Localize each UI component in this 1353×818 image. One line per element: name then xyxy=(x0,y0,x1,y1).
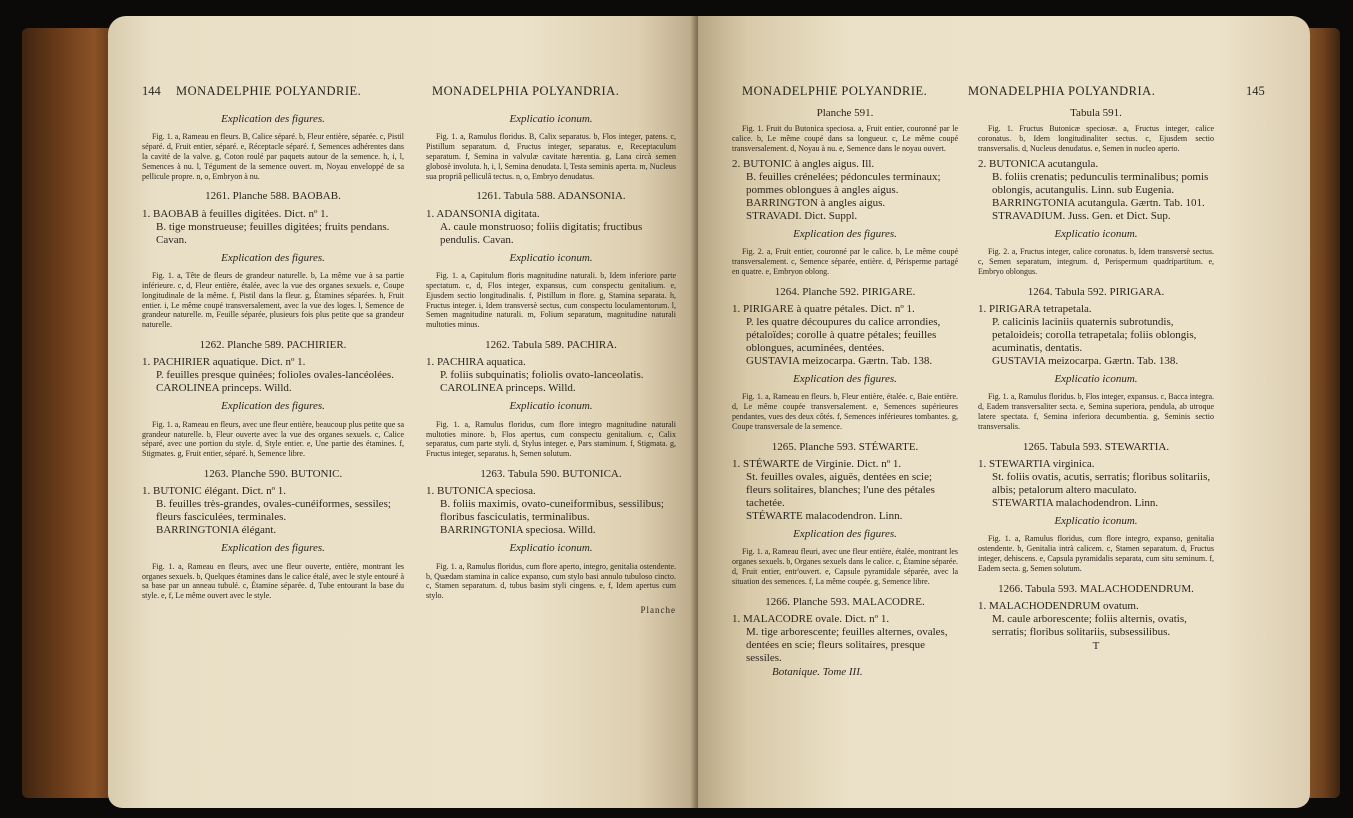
figure-caption: Fig. 1. a, Capitulum floris magnitudine naturali. b, Idem inferiore parte spectatum. c, d, Flos integer, expansus, cum conspectu genitalium. e, Ejusdem sectio longitudinalis. f, Pistillum in flore. g, Stamina separata. h, Fructus integer. i, Idem transversè sectus, cum conspectu loculamentorum. l, Semen magnitudine naturali. m, Folium separatum, magnitudine naturali multoties minus. xyxy=(426,271,676,330)
entry-description: M. caule arborescente; foliis alternis, ovatis, serratis; floribus solitariis, subsessilibus. xyxy=(992,613,1187,638)
figure-caption: Fig. 1. Fruit du Butonica speciosa. a, Fruit entier, couronné par le calice. b, Le même coupé dans sa longueur. c, Le même coupé transversalement. d, Noyau à nu. e, Semence dans le noyau ouvert. xyxy=(732,124,958,153)
species-entry xyxy=(426,485,676,537)
entry-title: 1. ADANSONIA digitata. xyxy=(426,207,540,220)
entry-title: 1. BUTONICA speciosa. xyxy=(426,485,536,498)
entry-description: P. foliis subquinatis; foliolis ovato-lanceolatis. xyxy=(440,369,644,382)
species-entry xyxy=(732,158,958,223)
entry-description: P. feuilles presque quinées; folioles ovales-lancéolées. xyxy=(156,369,394,382)
running-head-french: MONADELPHIE POLYANDRIE. xyxy=(176,84,362,98)
section-heading: 1264. Planche 592. PIRIGARE. xyxy=(774,285,916,298)
entry-description: P. les quatre découpures du calice arrondies, pétaloïdes; corolle à quatre pétales; feuilles oblongues, acuminées, dentées. xyxy=(746,316,941,354)
explanation-title: Explicatio iconum. xyxy=(509,113,593,125)
figure-caption: Fig. 1. a, Rameau en fleurs. b, Fleur entière, étalée. c, Baie entière. d, Le même coupée transversalement. e, Semences supérieures pendantes, vues des deux côtés. f, Semences inférieures tombantes. g, Coupe transversale de la semence. xyxy=(732,392,958,431)
section-heading: 1265. Tabula 593. STEWARTIA. xyxy=(1022,440,1170,453)
section-heading: 1263. Planche 590. BUTONIC. xyxy=(203,467,343,480)
species-entry xyxy=(732,303,958,368)
explanation-title: Explicatio iconum. xyxy=(1054,515,1138,527)
entry-title: 2. BUTONIC à angles aigus. Ill. xyxy=(732,157,875,170)
entry-synonym: GUSTAVIA meizocarpa. Gærtn. Tab. 138. xyxy=(992,355,1179,367)
species-entry xyxy=(978,600,1214,639)
figure-caption: Fig. 1. a, Ramulus floridus, cum flore integro magnitudine naturali multoties minore. b, Flos apertus, cum conspectu genitalium. c, Calix separatus, cum parte styli. d, Stylus integer. e, Pars staminum. f, Stigmata. g, Fructus integer, separatus. h, Semen solutum. xyxy=(426,419,676,459)
explanation-title: Explicatio iconum. xyxy=(509,251,593,264)
figure-caption: Fig. 1. a, Ramulus floridus, cum flore aperto, integro, genitalia ostendente. b, Quædam stamina in calice expanso, cum stylo basi annulo tubuloso cincto. c, Stamen separatum. d, tubus basim styli cingens. e, f, Idem apertus cum stylo. xyxy=(426,561,676,601)
species-entry xyxy=(732,613,958,665)
figure-caption: Fig. 1. a, Rameau en fleurs, avec une fleur ouverte, entière, montrant les organes sexuels. b, Quelques étamines dans le calice étalé, avec le style entouré à sa base par un anneau tubulé. c, Étamine séparée. d, Tube entourant la base du style. e, f, Le même ouvert avec le style. xyxy=(142,561,404,601)
entry-title: 1. STÉWARTE de Virginie. Dict. nº 1. xyxy=(732,458,902,470)
figure-caption: Fig. 2. a, Fruit entier, couronné par le calice. b, Le même coupé transversalement. c, Semence séparée, entière. d, Périsperme partagé en quatre. e, Embryon oblong. xyxy=(732,247,958,276)
explanation-title: Explicatio iconum. xyxy=(509,542,593,555)
latin-column xyxy=(426,108,676,615)
entry-title: 1. PIRIGARA tetrapetala. xyxy=(978,303,1092,315)
species-entry xyxy=(978,303,1214,368)
entry-synonym: STRAVADIUM. Juss. Gen. et Dict. Sup. xyxy=(992,209,1171,222)
section-heading: 1266. Planche 593. MALACODRE. xyxy=(765,595,925,608)
explanation-title: Explicatio iconum. xyxy=(1054,373,1138,385)
entry-title: 1. STEWARTIA virginica. xyxy=(978,458,1095,470)
section-heading: 1262. Planche 589. PACHIRIER. xyxy=(199,338,347,351)
section-heading: 1261. Tabula 588. ADANSONIA. xyxy=(476,190,626,203)
entry-title: 1. BUTONIC élégant. Dict. nº 1. xyxy=(142,485,287,498)
explanation-title: Explication des figures. xyxy=(221,251,325,264)
explanation-title: Explicatio iconum. xyxy=(1054,227,1138,240)
species-entry xyxy=(142,208,404,247)
open-book xyxy=(22,10,1340,810)
section-heading: 1265. Planche 593. STÉWARTE. xyxy=(771,440,919,453)
entry-description: B. feuilles très-grandes, ovales-cunéiformes, sessiles; fleurs fasciculées, terminales. xyxy=(156,498,391,524)
figure-caption: Fig. 1. a, Ramulus floridus. b, Flos integer, expansus. c, Bacca integra. d, Eadem transversaliter secta. e, Semina superiora, pendula, ab utroque latere spectata. f, Semina inferiora decumbentia. g, Seminis sectio transversalis. xyxy=(978,392,1214,431)
entry-synonym: CAROLINEA princeps. Willd. xyxy=(440,382,576,395)
page-number: 144 xyxy=(142,84,161,98)
figure-caption: Fig. 1. a, Rameau en fleurs, avec une fleur entière, beaucoup plus petite que sa grandeur naturelle. b, Fleur ouverte avec la vue des organes sexuels. c, Calice séparé, avec une portion du style. d, Style entier. e, Une partie des étamines. f, Stigmates. g, Fruit entier, séparé. h, Semence libre. xyxy=(142,419,404,459)
plate-heading: Planche 591. xyxy=(816,107,874,119)
entry-title: 1. MALACODRE ovale. Dict. nº 1. xyxy=(732,613,890,625)
entry-synonym: BARRINGTONIA acutangula. Gærtn. Tab. 101. xyxy=(992,196,1205,209)
figure-caption: Fig. 1. a, Rameau fleuri, avec une fleur entière, étalée, montrant les organes sexuels. b, Organes sexuels dans le calice. c, Étamine séparée. d, Fruit entier, entr'ouvert. e, Capsule pyramidale séparée, avec la situation des semences. f, La même coupée. g, Semence libre. xyxy=(732,547,958,586)
entry-description: B. foliis crenatis; pedunculis terminalibus; pomis oblongis, acutangulis. Linn. sub Eugenia. xyxy=(992,170,1209,196)
entry-title: 1. PACHIRA aquatica. xyxy=(426,356,526,369)
species-entry xyxy=(426,208,676,247)
left-page xyxy=(108,16,698,808)
entry-title: 1. PIRIGARE à quatre pétales. Dict. nº 1. xyxy=(732,303,915,315)
running-head-french: MONADELPHIE POLYANDRIE. xyxy=(742,84,928,98)
section-heading: 1261. Planche 588. BAOBAB. xyxy=(205,190,341,203)
species-entry xyxy=(426,356,676,395)
page-number: 145 xyxy=(1246,84,1265,98)
running-head-latin: MONADELPHIA POLYANDRIA. xyxy=(968,84,1156,98)
entry-description: St. feuilles ovales, aiguës, dentées en scie; fleurs solitaires, blanches; l'une des pétales tachetée. xyxy=(746,471,935,509)
explanation-title: Explication des figures. xyxy=(793,528,897,540)
explanation-title: Explication des figures. xyxy=(793,227,897,240)
species-entry xyxy=(978,158,1214,223)
figure-caption: Fig. 1. a, Tête de fleurs de grandeur naturelle. b, La même vue à sa partie inférieure. c, d, Fleur entière, étalée, avec la vue des organes sexuels. e, Coupe longitudinale de la même. f, Pistil dans la fleur. g, Étamines séparées. h, Fruit entier. i, Le même coupé transversalement, avec la vue des loges. l, Semence de grandeur naturelle. m, Feuille séparée, plusieurs fois plus petite que sa grandeur naturelle. xyxy=(142,271,404,330)
entry-description: B. feuilles crénelées; pédoncules terminaux; pommes oblongues à angles aigus. xyxy=(746,170,941,196)
section-heading: 1262. Tabula 589. PACHIRA. xyxy=(485,338,617,351)
entry-description: B. tige monstrueuse; feuilles digitées; fruits pendans. Cavan. xyxy=(156,220,390,246)
entry-synonym: BARRINGTONIA élégant. xyxy=(156,524,277,537)
explanation-title: Explication des figures. xyxy=(221,542,325,555)
plate-heading: Tabula 591. xyxy=(1070,107,1122,119)
entry-synonym: STÉWARTE malacodendron. Linn. xyxy=(746,510,903,522)
running-head-latin: MONADELPHIA POLYANDRIA. xyxy=(432,84,620,98)
entry-description: B. foliis maximis, ovato-cuneiformibus, sessilibus; floribus fasciculatis, terminalibus. xyxy=(440,498,664,524)
explanation-title: Explication des figures. xyxy=(793,373,897,385)
figure-caption: Fig. 1. a, Ramulus floridus. B, Calix separatus. b, Flos integer, patens. c, Pistillum separatum. d, Fructus integer, separatus. e, Receptaculum separatum. f, Semina in valvulæ cavitate hærentia. g, Lana circà semen globosè involuta. h, i, l, Semina denudata. l, Testa seminis aperta. m, Nucleus sua propriâ pelliculâ tectus. n, o, Embryo denudatus. xyxy=(426,132,676,181)
entry-title: 2. BUTONICA acutangula. xyxy=(978,157,1099,170)
explanation-title: Explication des figures. xyxy=(221,400,325,413)
entry-title: 1. PACHIRIER aquatique. Dict. nº 1. xyxy=(142,356,306,369)
latin-column xyxy=(978,108,1214,651)
species-entry xyxy=(732,458,958,523)
french-column xyxy=(142,108,404,605)
entry-description: A. caule monstruoso; foliis digitatis; fructibus pendulis. Cavan. xyxy=(440,220,643,246)
entry-synonym: STEWARTIA malachodendron. Linn. xyxy=(992,497,1159,509)
catchword: Planche xyxy=(640,604,676,615)
entry-synonym: CAROLINEA princeps. Willd. xyxy=(156,382,292,395)
section-heading: 1264. Tabula 592. PIRIGARA. xyxy=(1027,285,1165,298)
entry-synonym: STRAVADI. Dict. Suppl. xyxy=(746,209,858,222)
entry-synonym: GUSTAVIA meizocarpa. Gærtn. Tab. 138. xyxy=(746,355,933,367)
entry-synonym: BARRINGTON à angles aigus. xyxy=(746,196,886,209)
entry-title: 1. MALACHODENDRUM ovatum. xyxy=(978,600,1139,612)
section-heading: 1266. Tabula 593. MALACHODENDRUM. xyxy=(998,582,1194,595)
species-entry xyxy=(978,458,1214,510)
entry-description: M. tige arborescente; feuilles alternes, ovales, dentées en scie; fleurs solitaires, presque sessiles. xyxy=(746,626,948,664)
french-column xyxy=(732,108,958,677)
entry-synonym: BARRINGTONIA speciosa. Willd. xyxy=(440,524,596,537)
species-entry xyxy=(142,485,404,537)
entry-description: P. calicinis laciniis quaternis subrotundis, petaloideis; corolla tetrapetala; foliis oblongis, acuminatis, dentatis. xyxy=(992,316,1197,354)
figure-caption: Fig. 2. a, Fructus integer, calice coronatus. b, Idem transversè sectus. c, Semen separatum, integrum. d, Perispermum quadripartitum. e, Embryo oblongus. xyxy=(978,247,1214,276)
explanation-title: Explication des figures. xyxy=(221,113,325,125)
section-heading: 1263. Tabula 590. BUTONICA. xyxy=(480,467,622,480)
signature-mark: T xyxy=(1092,640,1100,652)
book-cover-left xyxy=(22,28,118,798)
explanation-title: Explicatio iconum. xyxy=(509,400,593,413)
figure-caption: Fig. 1. Fructus Butonicæ speciosæ. a, Fructus integer, calice coronatus. b, Idem longitudinaliter sectus. c, Ejusdem sectio transversalis. d, Nucleus denudatus. e, Semen in nucleo aperto. xyxy=(978,124,1214,153)
entry-title: 1. BAOBAB à feuilles digitées. Dict. nº 1. xyxy=(142,207,329,220)
species-entry xyxy=(142,356,404,395)
figure-caption: Fig. 1. a, Ramulus floridus, cum flore integro, expanso, genitalia ostendente. b, Genitalia intrà calicem. c, Stamen separatum. d, Fructus integer, dehiscens. e, Capsula pyramidalis separata, cum situ seminum. f, Eadem secta. g, Semen solutum. xyxy=(978,534,1214,573)
right-page xyxy=(698,16,1310,808)
entry-description: St. foliis ovatis, acutis, serratis; floribus solitariis, albis; petalorum altero maculato. xyxy=(992,471,1211,496)
volume-footer: Botanique. Tome III. xyxy=(772,666,863,678)
figure-caption: Fig. 1. a, Rameau en fleurs. B, Calice séparé. b, Fleur entière, séparée. c, Pistil séparé. d, Fruit entier, séparé. e, Réceptacle séparé. f, Semences adhérentes dans la cavité de la valve. g, Coton roulé par paquets autour de la semence. h, i, l, Semences à nu. l, Tégument de la semence ouvert. m, Noyau enveloppé de sa pellicule propre. n, o, Embryon à nu. xyxy=(142,132,404,181)
